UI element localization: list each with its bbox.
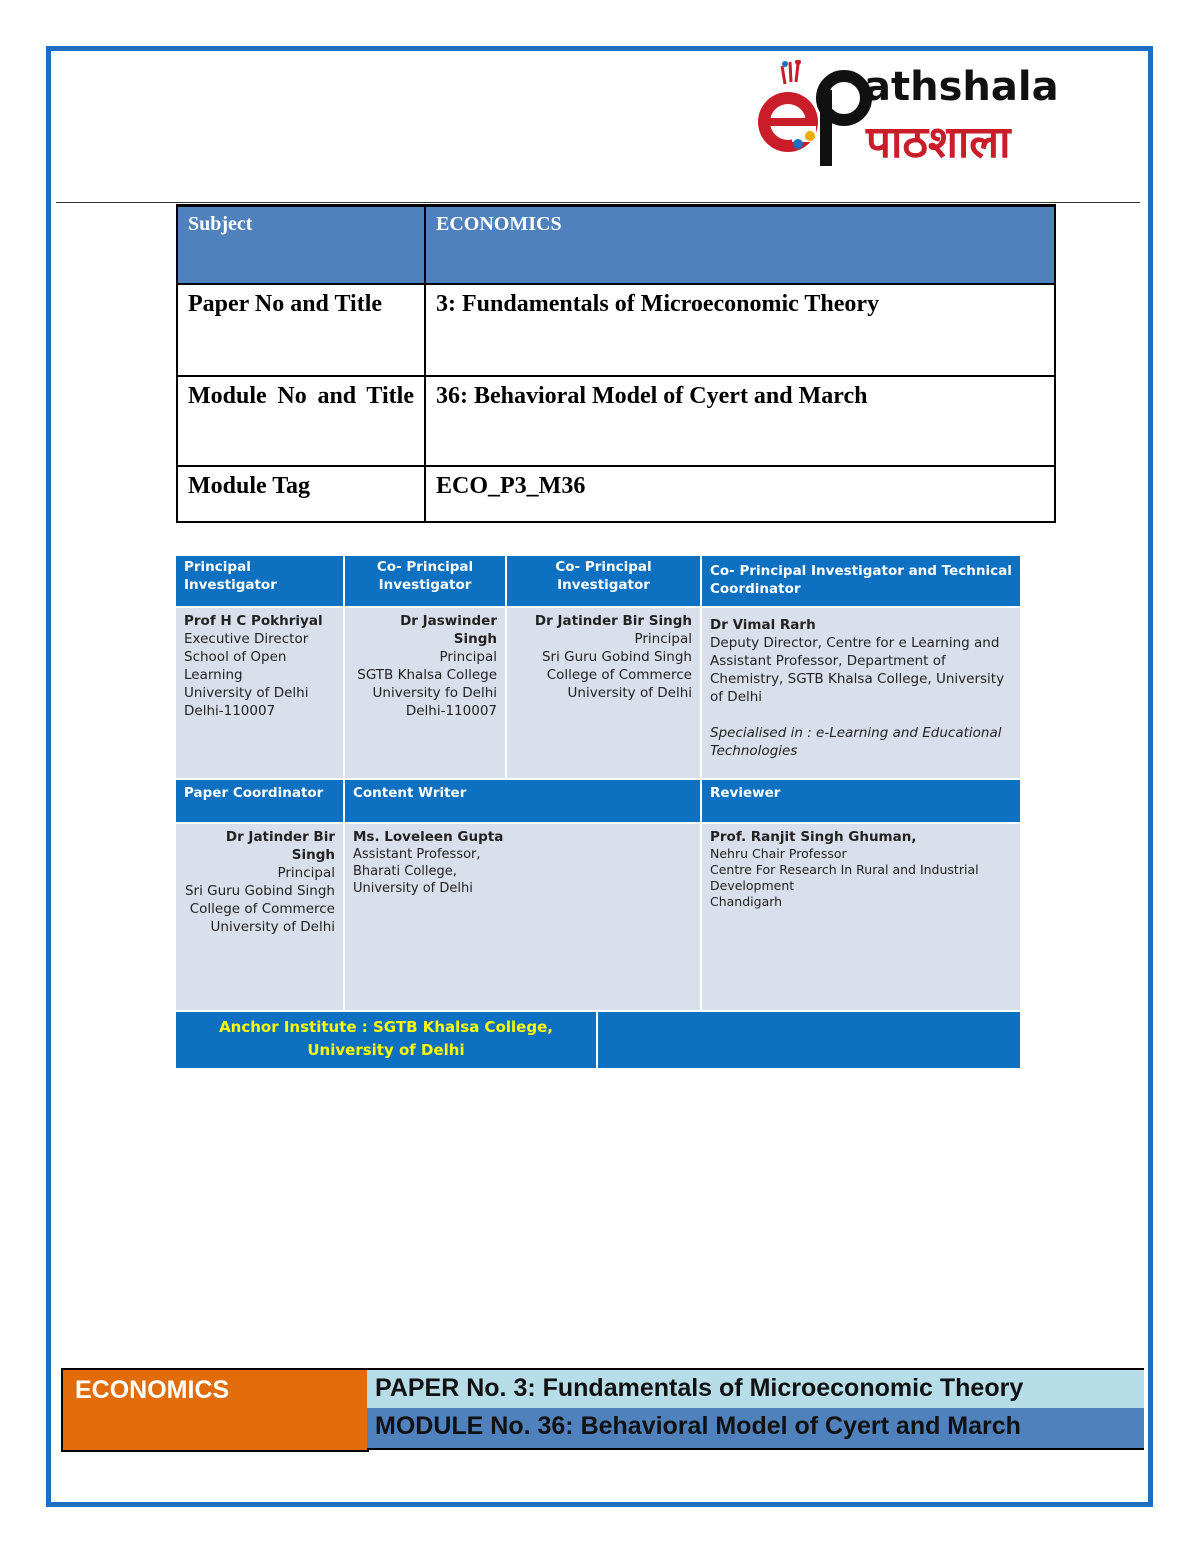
subject-label: Subject [177, 206, 425, 285]
page-footer [61, 1368, 1144, 1452]
copi1-line: SGTB Khalsa College [357, 667, 497, 683]
tag-value: ECO_P3_M36 [425, 466, 1055, 522]
footer-subject: ECONOMICS [75, 1376, 230, 1404]
copi-tech-header: Co- Principal Investigator and Technical Coordinator [702, 556, 1020, 606]
table-row-paper [177, 284, 1055, 376]
pi-line: School of Open Learning [184, 649, 287, 683]
copi-tech-cell [702, 608, 1020, 778]
epathshala-logo [752, 60, 1102, 170]
copi1-cell [345, 608, 505, 778]
logo-english-text: athshala [864, 64, 1059, 110]
paper-coordinator-line: University of Delhi [210, 919, 335, 935]
paper-label: Paper No and Title [177, 284, 425, 376]
table-row-tag [177, 466, 1055, 522]
content-writer-line: Assistant Professor, [353, 847, 481, 862]
copi1-header: Co- Principal Investigator [345, 556, 505, 606]
anchor-blank-cell [598, 1012, 1020, 1068]
copi-tech-desc: Deputy Director, Centre for e Learning and Assistant Professor, Department of Chemistry, SGTB Khalsa College, University of Delhi [710, 635, 1005, 705]
anchor-line-1: Anchor Institute : SGTB Khalsa College, [219, 1018, 553, 1036]
anchor-line-2: University of Delhi [307, 1041, 465, 1059]
paper-coordinator-name: Dr Jatinder Bir Singh [225, 829, 335, 863]
module-info-table [176, 204, 1056, 523]
pi-line: Executive Director [184, 631, 309, 647]
copi1-name: Dr Jaswinder Singh [400, 613, 497, 647]
paper-coordinator-line: Sri Guru Gobind Singh College of Commerce [184, 883, 335, 917]
logo-hindi-text: पाठशाला [866, 117, 1011, 168]
copi1-line: University fo Delhi [372, 685, 497, 701]
reviewer-line: Centre For Research In Rural and Industrial Development [710, 862, 979, 893]
paper-coordinator-header: Paper Coordinator [176, 780, 343, 822]
content-writer-cell [345, 824, 700, 1010]
footer-paper-block [367, 1368, 1144, 1410]
pi-cell [176, 608, 343, 778]
reviewer-name: Prof. Ranjit Singh Ghuman, [710, 829, 917, 845]
reviewer-cell [702, 824, 1020, 1010]
copi-tech-specialised: Specialised in : e-Learning and Educational Technologies [710, 725, 1002, 759]
pi-line: Delhi-110007 [184, 703, 276, 719]
pi-header: Principal Investigator [176, 556, 343, 606]
module-label: Module No and Title [177, 376, 425, 466]
content-writer-line: University of Delhi [353, 881, 473, 896]
copi1-line: Delhi-110007 [405, 703, 497, 719]
paper-coordinator-cell [176, 824, 343, 1010]
team-grid [176, 556, 1020, 1068]
table-row-subject [177, 206, 1055, 285]
copi2-line: Principal [634, 631, 692, 647]
reviewer-header: Reviewer [702, 780, 1020, 822]
copi2-line: University of Delhi [567, 685, 692, 701]
content-writer-name: Ms. Loveleen Gupta [353, 829, 504, 845]
header-divider [56, 202, 1140, 203]
table-row-module [177, 376, 1055, 466]
footer-module-block [367, 1408, 1144, 1450]
copi2-line: Sri Guru Gobind Singh College of Commerce [541, 649, 692, 683]
pi-line: University of Delhi [184, 685, 309, 701]
subject-value: ECONOMICS [425, 206, 1055, 285]
paper-coordinator-line: Principal [277, 865, 335, 881]
copi2-header: Co- Principal Investigator [507, 556, 700, 606]
content-writer-line: Bharati College, [353, 864, 457, 879]
footer-module: MODULE No. 36: Behavioral Model of Cyert and March [375, 1412, 1021, 1440]
reviewer-line: Nehru Chair Professor [710, 846, 847, 861]
pi-name: Prof H C Pokhriyal [184, 613, 323, 629]
footer-subject-block [61, 1368, 369, 1452]
tag-label: Module Tag [177, 466, 425, 522]
epathshala-emblem-icon [752, 60, 872, 170]
footer-paper: PAPER No. 3: Fundamentals of Microeconomic Theory [375, 1374, 1024, 1402]
content-writer-header: Content Writer [345, 780, 700, 822]
copi-tech-name: Dr Vimal Rarh [710, 617, 816, 633]
copi2-name: Dr Jatinder Bir Singh [534, 613, 692, 629]
module-value: 36: Behavioral Model of Cyert and March [425, 376, 1055, 466]
copi1-line: Principal [439, 649, 497, 665]
paper-value: 3: Fundamentals of Microeconomic Theory [425, 284, 1055, 376]
reviewer-line: Chandigarh [710, 894, 783, 909]
anchor-institute [176, 1012, 596, 1068]
copi2-cell [507, 608, 700, 778]
